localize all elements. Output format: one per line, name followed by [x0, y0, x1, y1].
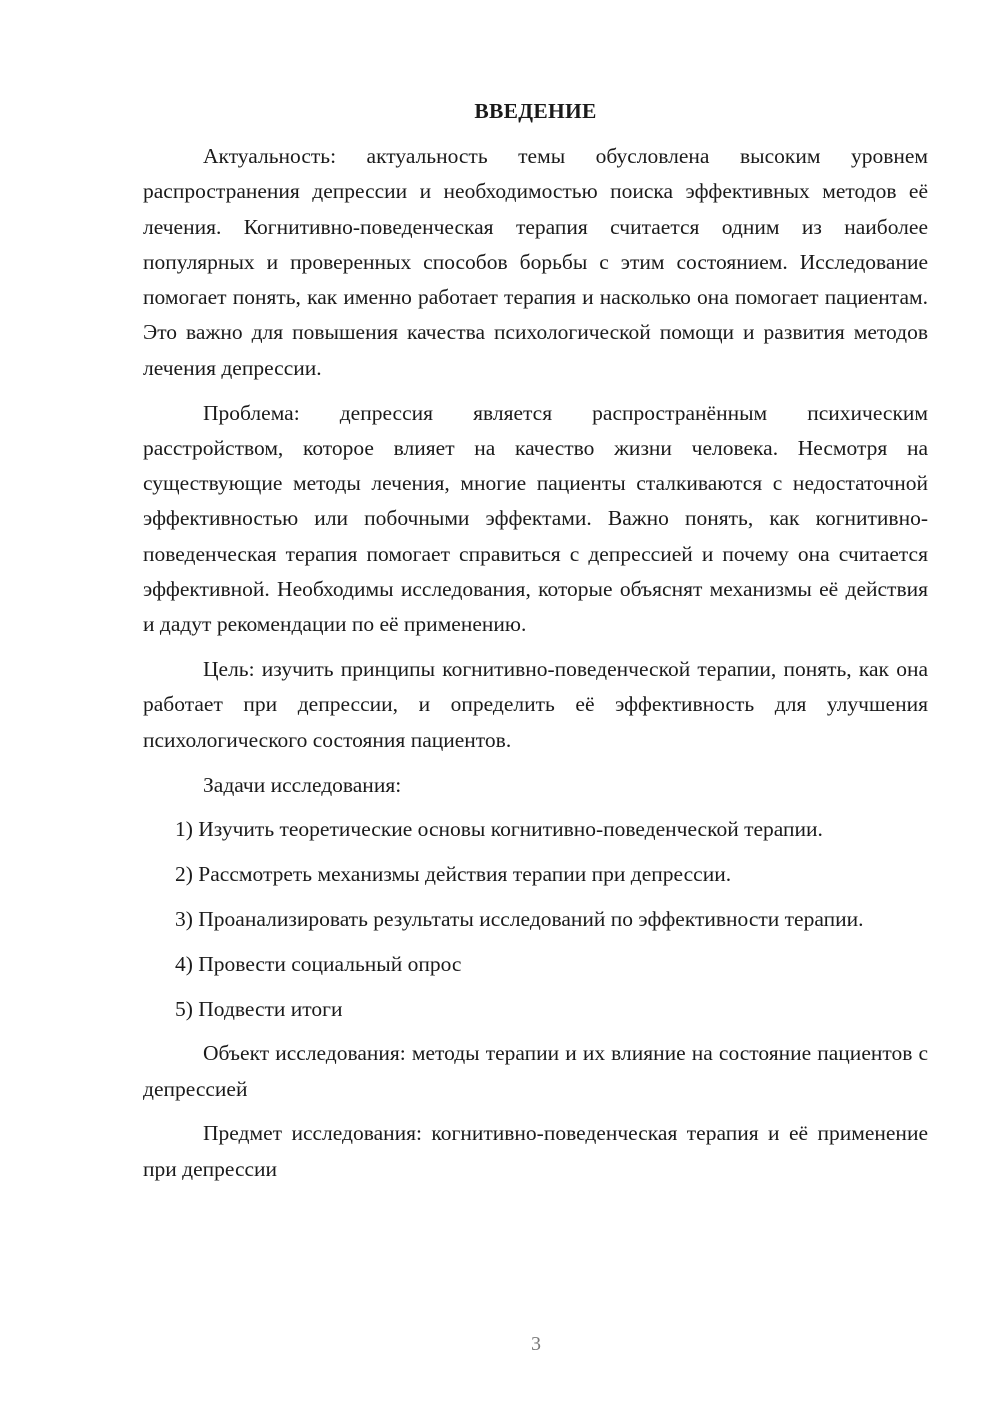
- task-item-1: 1) Изучить теоретические основы когнитивно-поведенческой терапии.: [175, 817, 823, 842]
- paragraph-tasks-heading: Задачи исследования:: [203, 772, 402, 797]
- task-item-5: 5) Подвести итоги: [175, 996, 343, 1021]
- paragraph-relevance: Актуальность: актуальность темы обусловлена высоким уровнем распространения депрессии и необходимостью поиска эффективных методов её лечения. Когнитивно-поведенческая терапия считается одним из наиболее популярных и проверенных способов борьбы с этим состоянием. Исследование помогает понять, как именно работает терапия и насколько она помогает пациентам. Это важно для повышения качества психологической помощи и развития методов лечения депрессии.: [143, 144, 928, 380]
- task-item-4: 4) Провести социальный опрос: [175, 951, 462, 976]
- paragraph-subject: Предмет исследования: когнитивно-поведенческая терапия и её применение при депрессии: [143, 1121, 928, 1181]
- page-number: 3: [531, 1333, 541, 1355]
- document-page: [143, 94, 928, 1197]
- page-title: ВВЕДЕНИЕ: [474, 99, 597, 123]
- paragraph-problem: Проблема: депрессия является распространённым психическим расстройством, которое влияет на качество жизни человека. Несмотря на существующие методы лечения, многие пациенты сталкиваются с недостаточной эффективностью или побочными эффектами. Важно понять, как когнитивно-поведенческая терапия помогает справиться с депрессией и почему она считается эффективной. Необходимы исследования, которые объяснят механизмы её действия и дадут рекомендации по её применению.: [143, 400, 928, 637]
- task-item-3: 3) Проанализировать результаты исследований по эффективности терапии.: [175, 906, 864, 931]
- task-item-2: 2) Рассмотреть механизмы действия терапии при депрессии.: [175, 862, 732, 887]
- paragraph-object: Объект исследования: методы терапии и их влияние на состояние пациентов с депрессией: [143, 1041, 928, 1101]
- paragraph-goal: Цель: изучить принципы когнитивно-поведенческой терапии, понять, как она работает при депрессии, и определить её эффективность для улучшения психологического состояния пациентов.: [143, 657, 928, 752]
